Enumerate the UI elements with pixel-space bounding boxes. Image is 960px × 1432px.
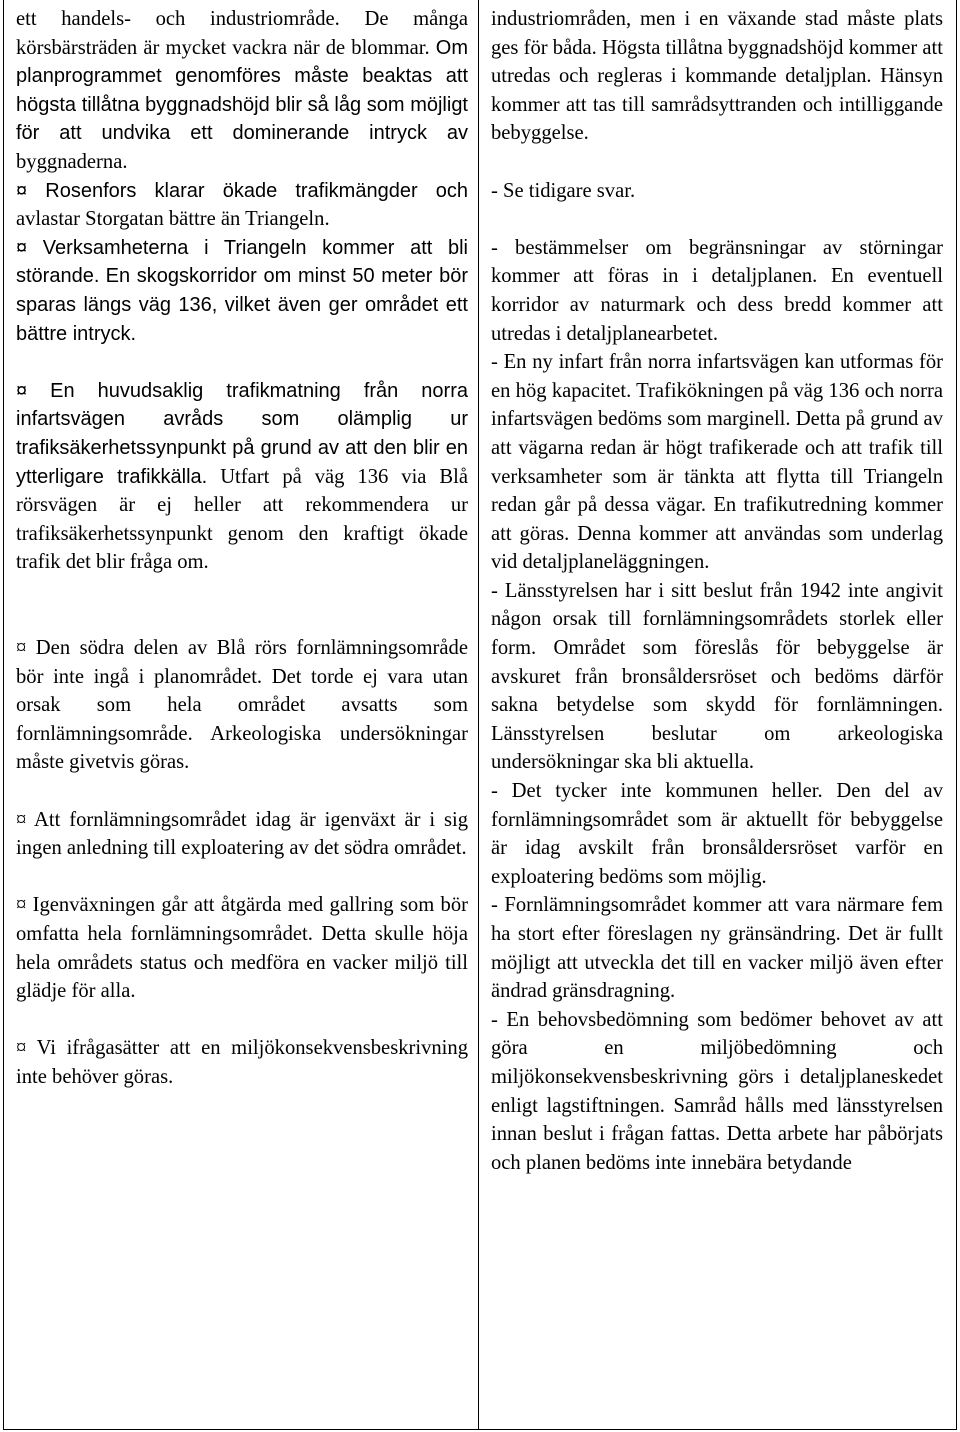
right-paragraph-7: - Fornlämningsområdet kommer att vara närmare fem ha stort efter föreslagen ny gränsändring. Det är fullt möjligt att utveckla det till en vacker miljö även efter ändrad gränsdragning. (491, 894, 943, 1003)
left-text: En skogskorridor om minst 50 meter bör sparas längs väg 136, vilket även ger området ett bättre intryck. (16, 265, 468, 345)
left-text: avlastar Storgatan bättre än Triangeln. (16, 208, 330, 231)
left-paragraph-5: ¤ Den södra delen av Blå rörs fornlämningsområde bör inte ingå i planområdet. Det torde ej vara utan orsak som hela området avsatts som fornlämningsområde. Arkeologiska undersökningar måste givetvis göras. (16, 637, 468, 774)
left-paragraph-7: ¤ Igenväxningen går att åtgärda med gallring som bör omfatta hela fornlämningsområdet. Detta skulle höja hela områdets status och medföra en vacker miljö till glädje för alla. (16, 894, 468, 1003)
right-paragraph-3: - bestämmelser om begränsningar av störningar kommer att föras in i detaljplanen. En eventuell korridor av naturmark och dess bredd kommer att utredas i detaljplanearbetet. (491, 236, 943, 345)
column-divider (478, 0, 479, 1430)
left-text: ett handels- och industriområde. De många körsbärsträden är mycket vackra när de blommar. (16, 8, 468, 59)
left-text: byggnaderna. (16, 150, 128, 173)
left-paragraph-8: ¤ Vi ifrågasätter att en miljökonsekvensbeskrivning inte behöver göras. (16, 1037, 468, 1088)
left-text: Utfart på väg 136 via Blå rörsvägen är ej heller att rekommendera ur trafiksäkerhetssynpunkt genom den kraftigt ökade trafik det blir fråga om. (16, 465, 468, 574)
left-paragraph-1 (16, 5, 468, 177)
left-column (16, 5, 468, 1092)
right-paragraph-5: - Länsstyrelsen har i sitt beslut från 1942 inte angivit någon orsak till fornlämningsområdets storlek eller form. Området som föreslås för bebyggelse är avskuret från bronsåldersröset och bedöms därför sakna betydelse som skydd för fornlämningen. Länsstyrelsen beslutar om arkeologiska undersökningar ska bli aktuella. (491, 579, 943, 774)
right-paragraph-4: - En ny infart från norra infartsvägen kan utformas för en hög kapacitet. Trafikökningen på väg 136 och norra infartsvägen bedöms som marginell. Detta på grund av att vägarna redan är högt trafikerade och att trafik till verksamheter som är tänkta att flytta till Triangeln redan går på dessa vägar. En trafikutredning kommer att göras. Denna kommer att användas som underlag vid detaljplaneläggningen. (491, 351, 943, 574)
left-paragraph-3 (16, 234, 468, 348)
right-paragraph-2: - Se tidigare svar. (491, 179, 636, 202)
left-text: ¤ Rosenfors klarar ökade trafikmängder och (16, 179, 468, 202)
left-paragraph-4 (16, 377, 468, 577)
left-paragraph-2 (16, 177, 468, 234)
right-column (491, 5, 943, 1177)
right-paragraph-6: - Det tycker inte kommunen heller. Den del av fornlämningsområdet som är aktuellt för bebyggelse är idag avskilt från bronsåldersröset varför en exploatering bedöms som möjlig. (491, 780, 943, 888)
left-text: ¤ Verksamheterna i Triangeln kommer att bli störande. (16, 236, 468, 288)
right-paragraph-1: industriområden, men i en växande stad måste plats ges för båda. Högsta tillåtna byggnadshöjd kommer att utredas och regleras i kommande detaljplan. Hänsyn kommer att tas till samrådsyttranden och intilliggande bebyggelse. (491, 8, 943, 145)
left-text: Om planprogrammet genomföres måste beaktas att högsta tillåtna byggnadshöjd blir så låg som möjligt för att undvika ett dominerande intryck av (16, 36, 468, 145)
left-text: ¤ En huvudsaklig trafikmatning från norra infartsvägen avråds som olämplig ur trafiksäkerhetssynpunkt på grund av att den blir en ytterligare trafikkälla. (16, 379, 468, 488)
right-paragraph-8: - En behovsbedömning som bedömer behovet av att göra en miljöbedömning och miljökonsekvensbeskrivning görs i detaljplaneskedet enligt lagstiftningen. Samråd hålls med länsstyrelsen innan beslut i frågan fattas. Detta arbete har påbörjats och planen bedöms inte innebära betydande (491, 1008, 943, 1174)
left-paragraph-6: ¤ Att fornlämningsområdet idag är igenväxt är i sig ingen anledning till exploatering av det södra området. (16, 808, 468, 860)
